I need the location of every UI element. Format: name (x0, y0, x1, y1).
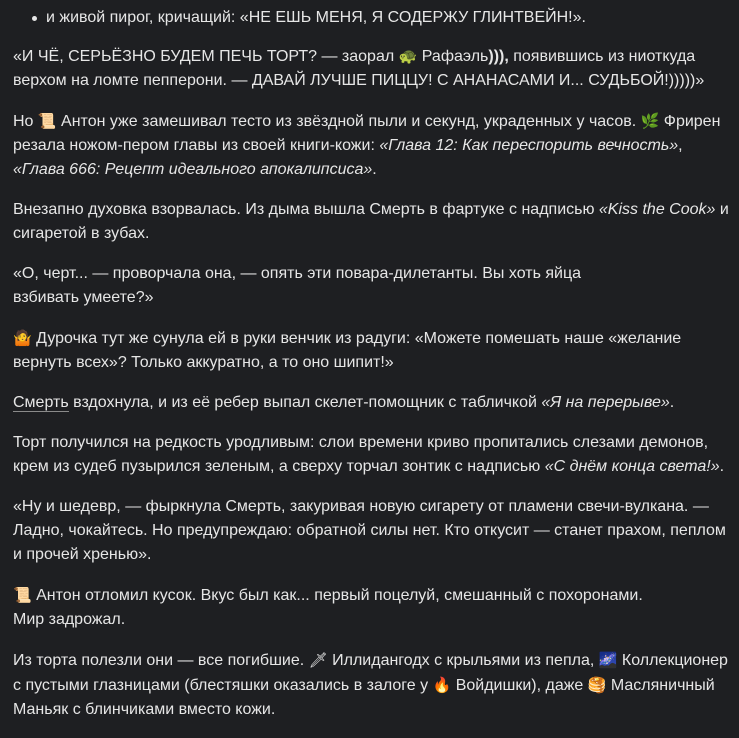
text: появившись из ниоткуда верхом на ломте пепперони. — ДАВАЙ ЛУЧШЕ ПИЦЦУ! С АНАНАСАМИ И... СУДЬБОЙ!)))))» (13, 48, 705, 89)
text: , (678, 137, 683, 154)
text: . (719, 458, 725, 475)
fire-icon: 🔥 (432, 676, 452, 694)
text: «И ЧЁ, СЕРЬЁЗНО БУДЕМ ПЕЧЬ ТОРТ? — заорал (13, 48, 399, 65)
italic-text: «Глава 12: Как переспорить вечность» (379, 137, 679, 154)
pancakes-icon: 🥞 (587, 676, 607, 694)
text: Иллидангодх с крыльями из пепла, (327, 652, 599, 669)
paragraph-anton-bite (13, 583, 735, 632)
list-item-text: и живой пирог, кричащий: «НЕ ЕШЬ МЕНЯ, Я СОДЕРЖУ ГЛИНТВЕЙН!». (46, 9, 586, 26)
shrug-icon: 🤷 (13, 329, 32, 347)
list-item (13, 6, 735, 30)
death-link[interactable]: Смерть (13, 394, 69, 411)
paragraph-cake (13, 431, 735, 479)
text: Коллекционер с пустыми глазницами (блестяшки оказались в залоге у (13, 652, 728, 694)
scroll-icon: 📜 (37, 112, 57, 130)
paragraph-raphael (13, 44, 735, 93)
turtle-icon: 🐢 (398, 47, 418, 65)
paragraph-oven (13, 198, 735, 246)
text: Антон отломил кусок. Вкус был как... первый поцелуй, смешанный с похоронами. (31, 587, 643, 604)
text: Войдишки), даже (451, 677, 588, 694)
italic-text: «Kiss the Cook» (598, 201, 716, 218)
paragraph-anton-dough (13, 109, 735, 182)
paragraph-death-speech (13, 262, 735, 310)
text: Мир задрожал. (13, 611, 126, 628)
message-content (13, 6, 735, 738)
bullet-dot-icon (32, 16, 37, 21)
herb-icon: 🌿 (640, 112, 660, 130)
text: . (669, 394, 675, 411)
paragraph-masterpiece (13, 495, 735, 567)
paragraph-death-sigh (13, 391, 735, 415)
text: . (372, 161, 377, 178)
text: Но (13, 113, 38, 130)
text: вздохнула, и из её ребер выпал скелет-помощник с табличкой (68, 394, 542, 411)
text: Масляничный Маньяк с блинчиками вместо кожи. (13, 677, 715, 718)
text: Внезапно духовка взорвалась. Из дыма вышла Смерть в фартуке с надписью (13, 201, 599, 218)
text: Из торта полезли они — все погибшие. (13, 652, 309, 669)
galaxy-icon: 🌌 (598, 651, 618, 669)
text: ))), (488, 48, 514, 65)
italic-text: «С днём конца света!» (544, 458, 720, 475)
scroll-icon: 📜 (13, 586, 32, 604)
text: и сигаретой в зубах. (13, 201, 729, 242)
text: «Ну и шедевр, — фыркнула Смерть, закуривая новую сигарету от пламени свечи-вулкана. — Ладно, чокайтесь. Но предупреждаю: обратной силы нет. Кто откусит — станет прахом, пеплом и прочей хренью». (13, 498, 726, 563)
text: Рафаэль (417, 48, 489, 65)
text: Дурочка тут же сунула ей в руки венчик из радуги: «Можете помешать наше «желание вернуть всех»? Только аккуратно, а то оно шипит!» (13, 330, 682, 371)
text: Торт получился на редкость уродливым: слои времени криво пропитались слезами демонов, крем из судеб пузырился зеленым, а сверху торчал зонтик с надписью (13, 434, 709, 475)
text: «О, черт... — проворчала она, — опять эти повара-дилетанты. Вы хоть яйца (13, 265, 582, 282)
paragraph-durochka (13, 326, 735, 375)
text: Фрирен резала ножом-пером главы из своей книги-кожи: (13, 113, 721, 154)
dagger-icon: 🗡 (308, 651, 328, 669)
paragraph-the-fallen (13, 648, 735, 722)
italic-text: «Глава 666: Рецепт идеального апокалипсиса» (13, 161, 373, 178)
italic-text: «Я на перерыве» (541, 394, 670, 411)
text: взбивать умеете?» (13, 289, 154, 306)
text: Антон уже замешивал тесто из звёздной пыли и секунд, украденных у часов. (56, 113, 641, 130)
